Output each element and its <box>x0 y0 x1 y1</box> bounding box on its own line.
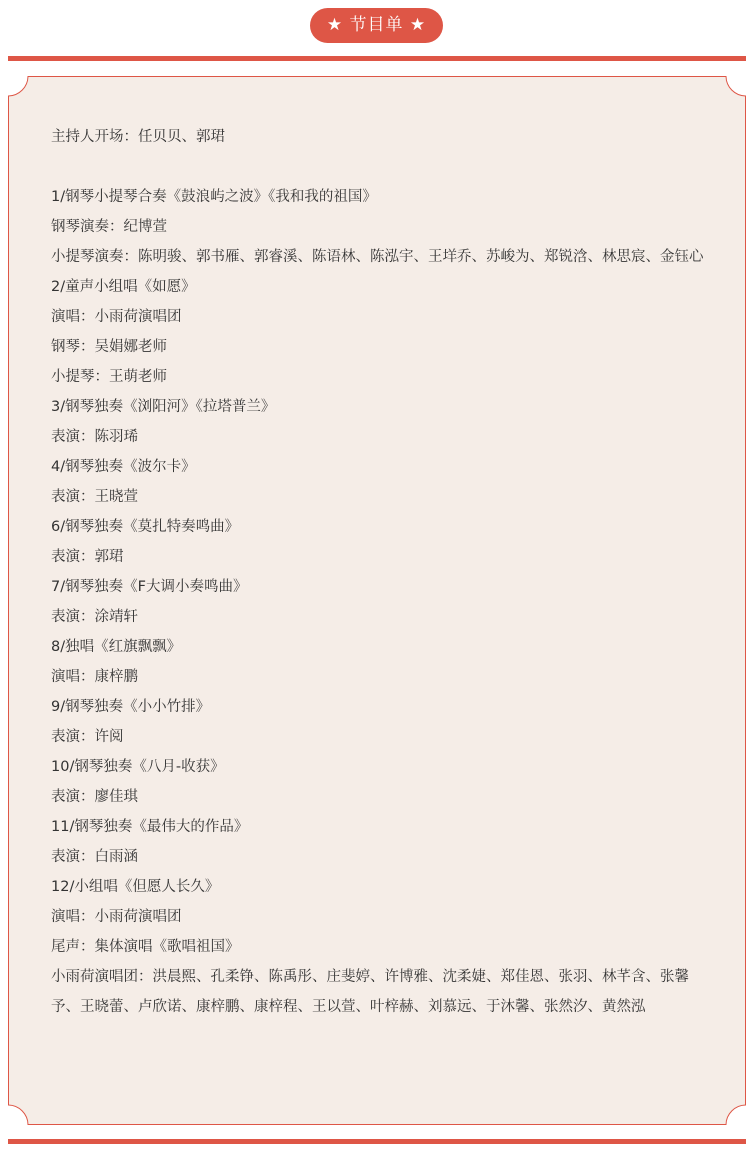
program-list <box>51 122 707 1022</box>
list-item: 尾声：集体演唱《歌唱祖国》 <box>51 939 240 955</box>
list-item: 小提琴演奏：陈明骏、郭书雁、郭睿溪、陈语林、陈泓宇、王垟乔、苏峻为、郑锐浛、林思宸、金钰心 <box>51 249 704 265</box>
list-item: 钢琴：吴娟娜老师 <box>51 339 167 355</box>
list-item: 6/钢琴独奏《莫扎特奏鸣曲》 <box>51 519 240 535</box>
bottom-divider <box>8 1139 746 1144</box>
program-title: ★ 节目单 ★ <box>326 15 427 35</box>
list-item: 小提琴：王萌老师 <box>51 369 167 385</box>
host-line: 主持人开场：任贝贝、郭珺 <box>51 129 225 145</box>
list-item: 8/独唱《红旗飘飘》 <box>51 639 182 655</box>
program-title-badge <box>310 8 443 43</box>
list-item: 12/小组唱《但愿人长久》 <box>51 879 220 895</box>
list-item: 演唱：小雨荷演唱团 <box>51 909 182 925</box>
list-item: 表演：王晓萱 <box>51 489 138 505</box>
list-item: 4/钢琴独奏《波尔卡》 <box>51 459 196 475</box>
list-item: 表演：许阅 <box>51 729 124 745</box>
list-item: 钢琴演奏：纪博萱 <box>51 219 167 235</box>
section-spacer <box>51 152 707 182</box>
list-item: 2/童声小组唱《如愿》 <box>51 279 196 295</box>
list-item: 1/钢琴小提琴合奏《鼓浪屿之波》《我和我的祖国》 <box>51 189 377 205</box>
list-item: 10/钢琴独奏《八月-收获》 <box>51 759 225 775</box>
list-item: 演唱：小雨荷演唱团 <box>51 309 182 325</box>
list-item: 11/钢琴独奏《最伟大的作品》 <box>51 819 249 835</box>
list-item: 演唱：康梓鹏 <box>51 669 138 685</box>
list-item: 表演：陈羽琋 <box>51 429 138 445</box>
list-item: 表演：白雨涵 <box>51 849 138 865</box>
top-divider <box>8 56 746 61</box>
list-item: 表演：郭珺 <box>51 549 124 565</box>
list-item: 7/钢琴独奏《F大调小奏鸣曲》 <box>51 579 248 595</box>
list-item: 小雨荷演唱团：洪晨熙、孔柔铮、陈禹彤、庄斐婷、许博雅、沈柔婕、郑佳恩、张羽、林芊含、张馨予、王晓蕾、卢欣诺、康梓鹏、康梓程、王以萱、叶梓赫、刘慕远、于沐馨、张然汐、黄然泓 <box>51 969 689 1015</box>
list-item: 9/钢琴独奏《小小竹排》 <box>51 699 211 715</box>
list-item: 表演：涂靖轩 <box>51 609 138 625</box>
list-item: 表演：廖佳琪 <box>51 789 138 805</box>
list-item: 3/钢琴独奏《浏阳河》《拉塔普兰》 <box>51 399 276 415</box>
